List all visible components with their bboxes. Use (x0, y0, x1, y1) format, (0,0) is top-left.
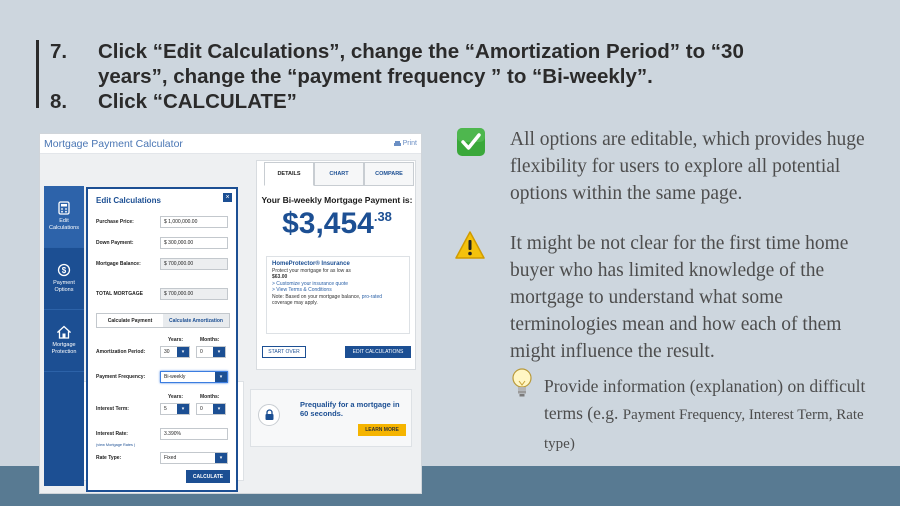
edit-calculations-button[interactable]: EDIT CALCULATIONS (345, 346, 411, 358)
feedback-positive: All options are editable, which provides huge flexibility for users to explore all potential options within the same page. (510, 129, 865, 204)
payment-dollars: $3,454 (282, 207, 374, 240)
popup-title: Edit Calculations (96, 196, 161, 205)
sidebar-item-mortgage-protection[interactable] (44, 310, 84, 372)
print-icon (394, 141, 401, 147)
sidebar-item-label: Edit Calculations (49, 218, 79, 231)
purchase-price-row (96, 216, 228, 228)
step-8 (50, 89, 810, 114)
note-prefix: Note: Based on your mortgage balance, (272, 293, 361, 300)
chevron-down-icon: ▾ (215, 372, 227, 382)
amort-months-header: Months: (200, 337, 220, 343)
suggestion-text: Provide information (explanation) on difficult terms (e.g. (544, 376, 866, 423)
step-text: Click “Edit Calculations”, change the “Amortization Period” to “30 years”, change the “payment frequency ” to “Bi-weekly”. (98, 40, 744, 88)
calculate-button[interactable]: CALCULATE (186, 470, 230, 483)
select-value: 5 (164, 406, 167, 412)
svg-text:$: $ (61, 266, 67, 275)
customize-quote-link[interactable]: > Customize your insurance quote (272, 280, 349, 287)
amortization-years-select[interactable] (160, 346, 190, 358)
payment-frequency-row (96, 371, 228, 383)
insurance-box (266, 256, 410, 334)
tab-compare[interactable]: COMPARE (364, 162, 414, 186)
amort-years-header: Years: (168, 337, 184, 343)
learn-more-button[interactable]: LEARN MORE (358, 424, 406, 436)
dollar-cycle-icon (57, 263, 71, 277)
amortization-months-select[interactable] (196, 346, 226, 358)
amortization-row (96, 346, 228, 358)
lock-icon (258, 404, 280, 426)
calculator-title: Mortgage Payment Calculator (44, 137, 183, 150)
select-value: 0 (200, 349, 203, 355)
interest-term-row (96, 403, 228, 415)
amortization-label: Amortization Period: (96, 349, 146, 355)
down-payment-label: Down Payment: (96, 240, 134, 246)
total-mortgage-row (96, 288, 228, 300)
mortgage-balance-row (96, 258, 228, 270)
pro-rated-link[interactable]: pro-rated (361, 293, 383, 300)
term-months-header: Months: (200, 394, 220, 400)
step-text: Click “CALCULATE” (98, 90, 297, 113)
select-value: Fixed (164, 455, 177, 461)
interest-term-label: Interest Term: (96, 406, 129, 412)
tab-calculate-amortization[interactable]: Calculate Amortization (163, 314, 229, 327)
slide-accent-bar (36, 40, 39, 108)
calculator-sidebar (44, 186, 84, 486)
total-mortgage-label: TOTAL MORTGAGE (96, 291, 143, 297)
check-icon (456, 127, 486, 157)
results-tabs (264, 162, 414, 186)
feedback-warning: It might be not clear for the first time home buyer who has limited knowledge of the mortgage to understand what some terminologies mean and how each of them might influence the result. (510, 233, 849, 362)
tab-chart[interactable]: CHART (314, 162, 364, 186)
calculator-header (40, 134, 421, 154)
step-number: 8. (50, 90, 68, 113)
view-rates-link[interactable]: (view Mortgage Rates ) (96, 443, 136, 447)
step-number: 7. (50, 40, 68, 63)
mortgage-calculator-screenshot (39, 133, 422, 494)
sidebar-item-payment-options[interactable] (44, 248, 84, 310)
prequalify-text: Prequalify for a mortgage in 60 seconds. (300, 400, 400, 418)
payment-frequency-select[interactable] (160, 371, 228, 383)
start-over-button[interactable]: START OVER (262, 346, 306, 358)
term-months-select[interactable] (196, 403, 226, 415)
feedback-suggestion (544, 373, 874, 458)
tab-details[interactable]: DETAILS (264, 162, 314, 186)
select-value: 30 (164, 349, 170, 355)
rate-type-select[interactable] (160, 452, 228, 464)
chevron-down-icon: ▾ (215, 453, 227, 463)
suggestion-examples: Payment Frequency, Interest Term, Rate type) (544, 407, 864, 452)
tab-calculate-payment[interactable]: Calculate Payment (97, 314, 163, 327)
total-mortgage-value: $ 700,000.00 (160, 288, 228, 300)
select-value: 0 (200, 406, 203, 412)
down-payment-row (96, 237, 228, 249)
warning-icon (454, 230, 486, 260)
term-years-header: Years: (168, 394, 184, 400)
select-value: Bi-weekly (164, 374, 186, 380)
insurance-note (272, 294, 404, 307)
chevron-down-icon: ▾ (177, 404, 189, 414)
lightbulb-icon (511, 367, 533, 401)
calculation-mode-tabs (96, 313, 230, 328)
calculator-icon (57, 201, 71, 215)
mortgage-balance-label: Mortgage Balance: (96, 261, 141, 267)
step-7 (50, 39, 810, 89)
payment-label: Your Bi-weekly Mortgage Payment is: (261, 195, 413, 205)
purchase-price-input[interactable]: $ 1,000,000.00 (160, 216, 228, 228)
interest-rate-input[interactable]: 3.390% (160, 428, 228, 440)
close-icon[interactable]: × (223, 193, 232, 202)
print-link[interactable] (394, 140, 417, 147)
sidebar-item-label: Mortgage Protection (51, 342, 77, 355)
note-suffix: coverage may apply. (272, 300, 318, 306)
payment-cents: .38 (373, 209, 392, 224)
insurance-line: Protect your mortgage for as low as (272, 267, 351, 274)
house-shield-icon (57, 325, 71, 339)
insurance-brand: HomeProtector® Insurance (272, 261, 350, 267)
sidebar-item-label: Payment Options (53, 280, 75, 293)
mortgage-balance-value: $ 700,000.00 (160, 258, 228, 270)
interest-rate-row (96, 428, 228, 440)
edit-calculations-popup (86, 187, 238, 492)
print-label: Print (402, 140, 417, 147)
instruction-steps (50, 39, 810, 114)
down-payment-input[interactable]: $ 300,000.00 (160, 237, 228, 249)
sidebar-item-edit-calculations[interactable] (44, 186, 84, 248)
insurance-amount: $63.00 (272, 274, 288, 280)
chevron-down-icon: ▾ (177, 347, 189, 357)
interest-rate-label: Interest Rate: (96, 431, 128, 437)
rate-type-label: Rate Type: (96, 455, 122, 461)
chevron-down-icon: ▾ (213, 347, 225, 357)
rate-type-row (96, 452, 228, 464)
terms-link[interactable]: > View Terms & Conditions (272, 287, 332, 293)
payment-frequency-label: Payment Frequency: (96, 374, 146, 380)
chevron-down-icon: ▾ (213, 404, 225, 414)
payment-amount (257, 207, 417, 241)
purchase-price-label: Purchase Price: (96, 219, 134, 225)
term-years-select[interactable] (160, 403, 190, 415)
